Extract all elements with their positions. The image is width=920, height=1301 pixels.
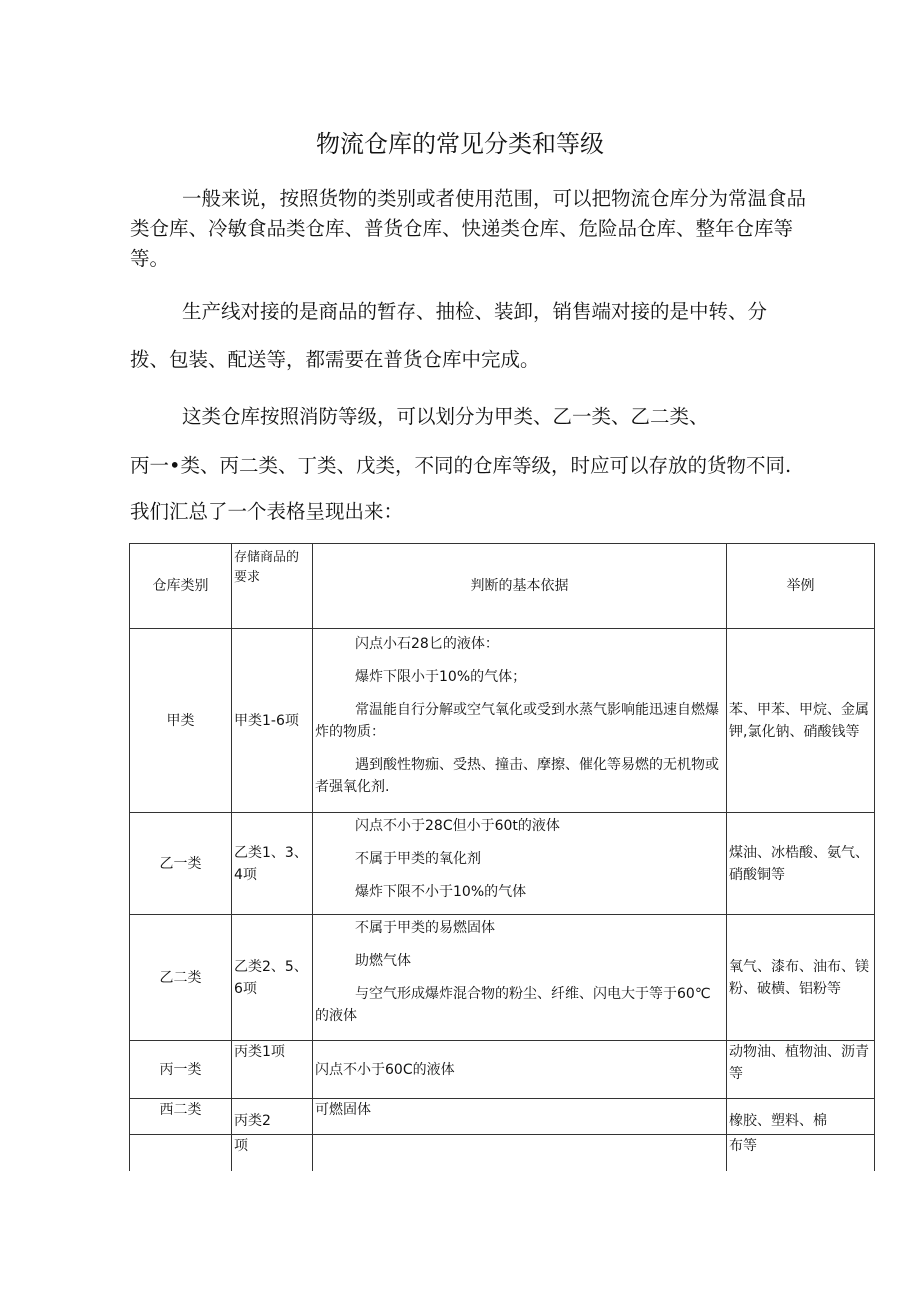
cell-requirement: 乙类2、5、6项	[232, 915, 313, 1041]
header-category: 仓库类别	[130, 544, 232, 629]
paragraph-line: 类仓库、冷敏食品类仓库、普货仓库、快递类仓库、危险品仓库、整年仓库等	[130, 217, 794, 240]
cell-basis: 闪点不小于60C的液体	[313, 1041, 727, 1099]
paragraph-line: 丙一•类、丙二类、丁类、戊类，不同的仓库等级，时应可以存放的货物不同.	[130, 454, 792, 477]
table-row	[130, 1135, 875, 1171]
basis-line: 不属于甲类的易燃固体	[355, 920, 495, 936]
table-row	[130, 629, 875, 813]
basis-line: 爆炸下限小于10%的气体；	[355, 669, 527, 685]
cell-requirement: 丙类2	[232, 1099, 313, 1135]
cell-category: 乙二类	[130, 915, 232, 1041]
cell-requirement: 甲类1-6项	[232, 629, 313, 813]
cell-example: 动物油、植物油、沥青等	[727, 1041, 875, 1099]
paragraph-line: 拨、包装、配送等，都需要在普货仓库中完成。	[130, 348, 540, 371]
cell-example: 氧气、漆布、油布、镁粉、破横、铝粉等	[727, 915, 875, 1041]
table-row	[130, 1041, 875, 1099]
cell-example: 苯、甲苯、甲烷、金属钾,氯化钠、硝酸钱等	[727, 629, 875, 813]
cell-example: 煤油、冰梏酸、氨气、硝酸铜等	[727, 813, 875, 915]
cell-example: 布等	[727, 1135, 875, 1171]
cell-category: 西二类	[130, 1099, 232, 1135]
header-basis: 判断的基本依据	[313, 544, 727, 629]
basis-line: 闪点不小于28C但小于60t的液体	[355, 818, 560, 834]
cell-example: 橡胶、塑料、棉	[727, 1099, 875, 1135]
cell-category: 甲类	[130, 629, 232, 813]
basis-line: 遇到酸性物痂、受热、撞击、摩擦、催化等易燃的无机物或者强氧化剂.	[315, 757, 719, 795]
basis-line: 闪点小石28匕的液体：	[355, 636, 499, 652]
basis-line: 常温能自行分解或空气氧化或受到水蒸气影响能迅速自燃爆炸的物质：	[315, 702, 719, 740]
cell-basis	[313, 915, 727, 1041]
header-example: 举例	[727, 544, 875, 629]
table-header-row	[130, 544, 875, 629]
cell-requirement: 项	[232, 1135, 313, 1171]
basis-line: 爆炸下限不小于10%的气体	[355, 884, 527, 900]
paragraph-line: 这类仓库按照消防等级，可以划分为甲类、乙一类、乙二类、	[182, 405, 709, 428]
table-row	[130, 1099, 875, 1135]
header-requirement: 存储商品的要求	[232, 544, 313, 629]
paragraph-line: 我们汇总了一个表格呈现出来：	[130, 500, 404, 523]
table-row	[130, 915, 875, 1041]
cell-basis	[313, 629, 727, 813]
cell-basis	[313, 813, 727, 915]
cell-category: 乙一类	[130, 813, 232, 915]
document-title: 物流仓库的常见分类和等级	[316, 130, 604, 158]
paragraph-line: 生产线对接的是商品的暂存、抽检、装卸，销售端对接的是中转、分	[182, 300, 768, 323]
warehouse-class-table	[129, 543, 875, 1171]
cell-requirement: 乙类1、3、4项	[232, 813, 313, 915]
basis-line: 与空气形成爆炸混合物的粉尘、纤维、闪电大于等于60℃的液体	[315, 986, 711, 1024]
cell-requirement: 丙类1项	[232, 1041, 313, 1099]
cell-category: 丙一类	[130, 1041, 232, 1099]
cell-basis: 可燃固体	[313, 1099, 727, 1135]
table-row	[130, 813, 875, 915]
cell-basis	[313, 1135, 727, 1171]
basis-line: 助燃气体	[355, 953, 411, 969]
basis-line: 不属于甲类的氧化剂	[355, 851, 481, 867]
paragraph-line: 等。	[130, 247, 170, 270]
cell-category	[130, 1135, 232, 1171]
paragraph-line: 一般来说，按照货物的类别或者使用范围，可以把物流仓库分为常温食品	[182, 187, 807, 210]
